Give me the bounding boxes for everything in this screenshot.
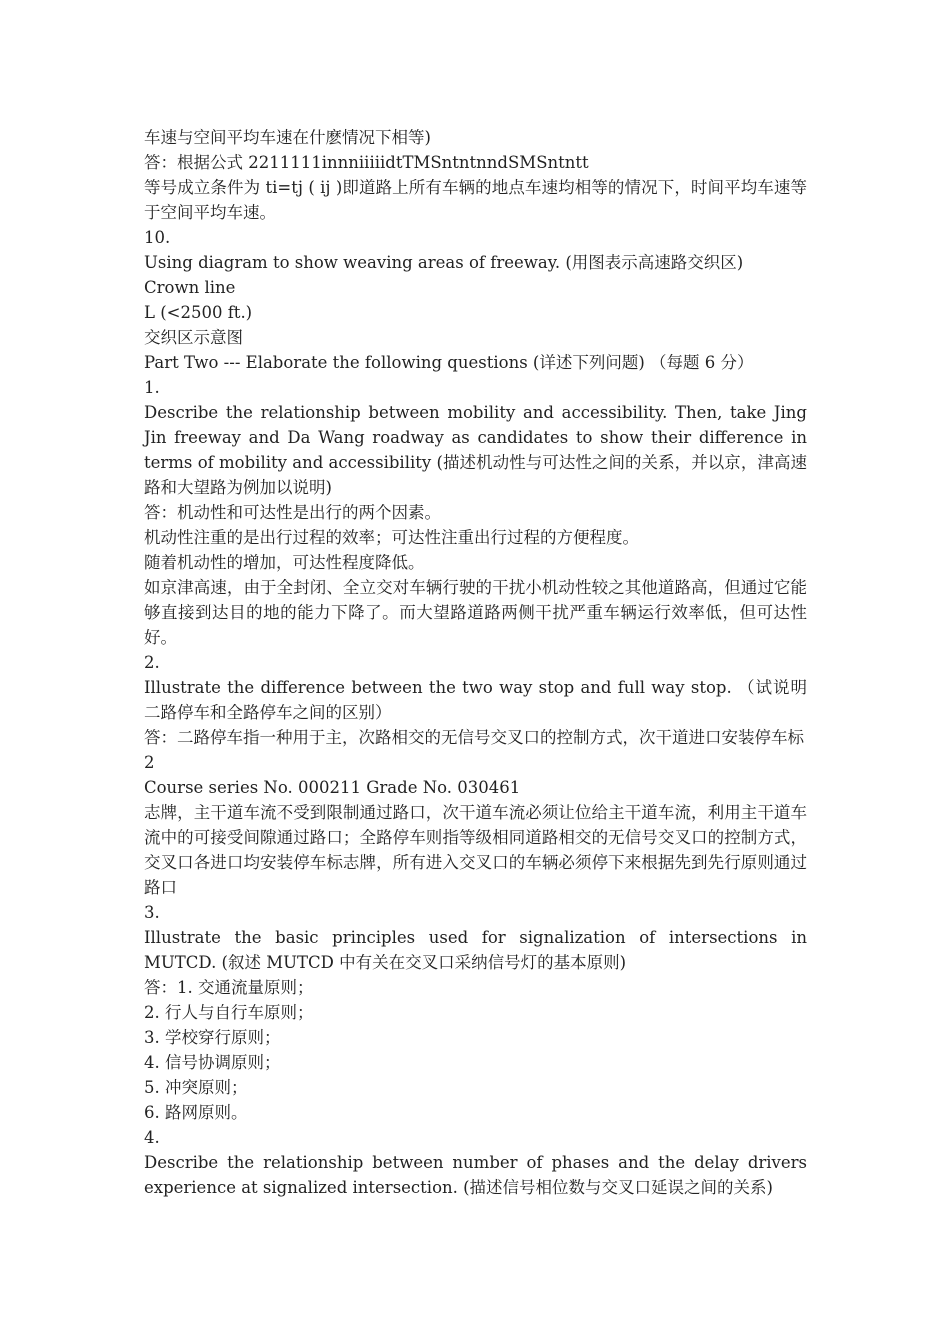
answer-line: 随着机动性的增加，可达性程度降低。: [144, 553, 425, 572]
answer-paragraph: 志牌，主干道车流不受到限制通过路口，次干道车流必须让位给主干道车流，利用主干道车流中的可接受间隙通过路口；全路停车则指等级相同道路相交的无信号交叉口的控制方式，交叉口各进口均安装停车标志牌，所有进入交叉口的车辆必须停下来根据先到先行原则通过路口: [144, 803, 807, 897]
question-text: Describe the relationship between number of phases and the delay drivers experience at signalized intersection. (描述信号相位数与交叉口延误之间的关系): [144, 1153, 807, 1197]
answer-line: 答：机动性和可达性是出行的两个因素。: [144, 503, 441, 522]
answer-list-item: 2. 行人与自行车原则；: [144, 1003, 314, 1022]
document-page: [144, 125, 807, 1200]
question-text: Describe the relationship between mobility and accessibility. Then, take Jing Jin freeway and Da Wang roadway as candidates to show their difference in terms of mobility and accessibility (描述机动性与可达性之间的关系，并以京，津高速路和大望路为例加以说明): [144, 403, 807, 497]
question-text: Using diagram to show weaving areas of freeway. (用图表示高速路交织区): [144, 253, 744, 272]
text-paragraph: 等号成立条件为 ti=tj ( ij )即道路上所有车辆的地点车速均相等的情况下，时间平均车速等于空间平均车速。: [144, 178, 807, 222]
diagram-label-length: L (<2500 ft.): [144, 303, 253, 322]
answer-list-item: 5. 冲突原则；: [144, 1078, 248, 1097]
question-number: 4.: [144, 1128, 160, 1147]
question-text: Illustrate the basic principles used for signalization of intersections in MUTCD. (叙述 MUTCD 中有关在交叉口采纳信号灯的基本原则): [144, 928, 807, 972]
answer-line: 机动性注重的是出行过程的效率；可达性注重出行过程的方便程度。: [144, 528, 639, 547]
diagram-caption: 交织区示意图: [144, 328, 243, 347]
answer-list-item: 4. 信号协调原则；: [144, 1053, 281, 1072]
question-number: 1.: [144, 378, 160, 397]
answer-list-item: 3. 学校穿行原则；: [144, 1028, 281, 1047]
answer-list-item: 答：1. 交通流量原则；: [144, 978, 314, 997]
answer-list-item: 6. 路网原则。: [144, 1103, 248, 1122]
answer-paragraph: 答：二路停车指一种用于主，次路相交的无信号交叉口的控制方式，次干道进口安装停车标: [144, 728, 804, 747]
page-number: 2: [144, 753, 155, 772]
course-info: Course series No. 000211 Grade No. 030461: [144, 778, 521, 797]
question-number: 3.: [144, 903, 160, 922]
answer-paragraph: 如京津高速，由于全封闭、全立交对车辆行驶的干扰小机动性较之其他道路高，但通过它能够直接到达目的地的能力下降了。而大望路道路两侧干扰严重车辆运行效率低，但可达性好。: [144, 578, 807, 647]
section-heading: Part Two --- Elaborate the following questions (详述下列问题) （每题 6 分）: [144, 353, 754, 372]
question-number: 10.: [144, 228, 171, 247]
question-number: 2.: [144, 653, 160, 672]
question-text: Illustrate the difference between the two way stop and full way stop. （试说明二路停车和全路停车之间的区别）: [144, 678, 807, 722]
diagram-label-crown-line: Crown line: [144, 278, 236, 297]
text-line: 车速与空间平均车速在什麽情况下相等): [144, 128, 431, 147]
answer-formula-line: 答：根据公式 2211111innniiiiidtTMSntntnndSMSntntt: [144, 153, 589, 172]
